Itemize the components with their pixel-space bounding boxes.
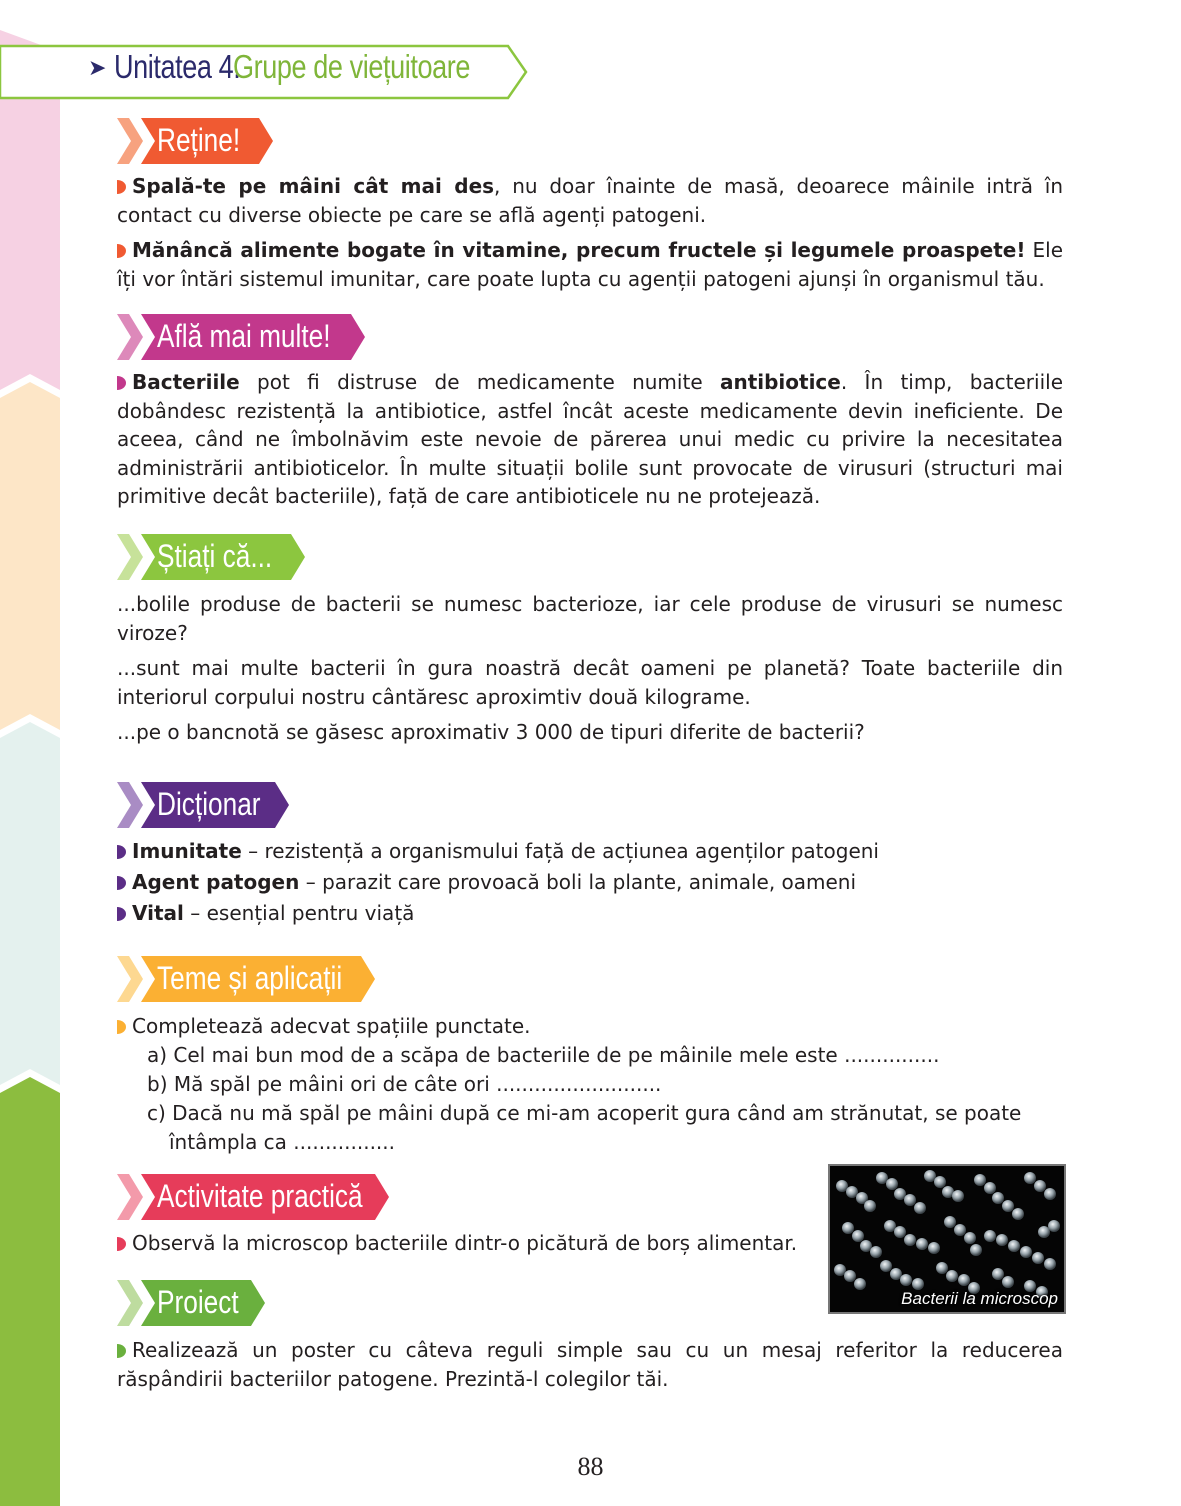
term: Imunitate xyxy=(132,839,242,863)
bacteria-microscope-photo xyxy=(828,1164,1066,1314)
text: , nu doar înainte de masă, deoarece mâinile intră în contact cu diverse obiecte pe care se află agenți patogeni. xyxy=(117,174,1063,227)
list-item xyxy=(117,898,1063,929)
exercise-c-continued: întâmpla ca ................ xyxy=(169,1130,396,1154)
list-item xyxy=(117,836,1063,867)
unit-name: Grupe de viețuitoare xyxy=(232,48,470,85)
paragraph xyxy=(117,1012,1063,1041)
bold-text: Spală-te pe mâini cât mai des xyxy=(132,174,495,198)
bullet-icon xyxy=(117,1020,126,1034)
tag-afla xyxy=(117,314,369,360)
paragraph xyxy=(117,368,1063,511)
section-dictionar-text xyxy=(117,836,1063,929)
text: Completează adecvat spațiile punctate. xyxy=(132,1014,531,1038)
photo-caption: Bacterii la microscop xyxy=(901,1289,1058,1308)
bullet-icon xyxy=(117,244,126,258)
term: Agent patogen xyxy=(132,870,300,894)
tag-activitate xyxy=(117,1174,393,1220)
paragraph: ...pe o bancnotă se găsesc aproximativ 3 000 de tipuri diferite de bacterii? xyxy=(117,720,865,744)
tag-activitate-title: Activitate practică xyxy=(157,1178,363,1214)
arrow-icon: ➤ xyxy=(88,55,106,80)
section-afla-text xyxy=(117,368,1063,511)
tag-teme xyxy=(117,956,379,1002)
list-item xyxy=(117,867,1063,898)
paragraph: ...sunt mai multe bacterii în gura noastră decât oameni pe planetă? Toate bacteriile din interiorul corpului nostru cântăresc aproximtiv două kilograme. xyxy=(117,656,1063,709)
text: Observă la microscop bacteriile dintr-o picătură de borș alimentar. xyxy=(132,1231,798,1255)
tag-stiati-title: Știați că... xyxy=(157,538,273,574)
tag-dictionar-title: Dicționar xyxy=(157,786,261,822)
unit-label: Unitatea 4. xyxy=(113,48,241,85)
unit-header xyxy=(0,44,530,100)
section-teme-text xyxy=(117,1012,1063,1157)
tag-proiect xyxy=(117,1280,269,1326)
bold-text: antibiotice xyxy=(719,370,841,394)
tag-proiect-title: Proiect xyxy=(157,1284,239,1320)
text: pot fi distruse de medicamente numite xyxy=(239,370,720,394)
tag-teme-title: Teme și aplicații xyxy=(157,960,343,996)
section-activitate-text xyxy=(117,1229,817,1258)
bullet-icon xyxy=(117,907,126,921)
definition: – esențial pentru viață xyxy=(183,901,415,925)
bullet-icon xyxy=(117,845,126,859)
paragraph xyxy=(117,1336,1063,1393)
section-proiect-text xyxy=(117,1336,1063,1393)
exercise-a: a) Cel mai bun mod de a scăpa de bacteriile de pe mâinile mele este ............... xyxy=(147,1043,940,1067)
section-retine-text xyxy=(117,172,1063,293)
bullet-icon xyxy=(117,1237,126,1251)
bold-text: Mănâncă alimente bogate în vitamine, precum fructele și legumele proaspete! xyxy=(132,238,1026,262)
paragraph: ...bolile produse de bacterii se numesc bacterioze, iar cele produse de virusuri se numesc viroze? xyxy=(117,592,1063,645)
bullet-icon xyxy=(117,1344,126,1358)
paragraph xyxy=(117,236,1063,293)
tag-stiati xyxy=(117,534,309,580)
bullet-icon xyxy=(117,180,126,194)
section-stiati-text xyxy=(117,590,1063,747)
tag-afla-title: Află mai multe! xyxy=(157,318,331,354)
text: Realizează un poster cu câteva reguli simple sau cu un mesaj referitor la reducerea răspândirii bacteriilor patogene. Prezintă-l colegilor tăi. xyxy=(117,1338,1063,1391)
tag-retine xyxy=(117,118,277,164)
exercise-b: b) Mă spăl pe mâini ori de câte ori .......................... xyxy=(147,1072,662,1096)
exercise-c: c) Dacă nu mă spăl pe mâini după ce mi-am acoperit gura când am strănutat, se poate xyxy=(147,1101,1022,1125)
unit-title xyxy=(88,48,522,86)
bullet-icon xyxy=(117,876,126,890)
page-number: 88 xyxy=(577,1452,604,1481)
paragraph xyxy=(117,172,1063,229)
bullet-icon xyxy=(117,376,126,390)
text: . În timp, bacteriile dobândesc rezistență la antibiotice, astfel încât aceste medicamente devin ineficiente. De aceea, când ne îmbolnăvim este nevoie de părerea unui medic cu privire la necesitatea administrării antibioticelor. În multe situații bolile sunt provocate de virusuri (structuri mai primitive decât bacteriile), față de care antibioticele nu ne protejează. xyxy=(117,370,1063,508)
text: Ele îți vor întări sistemul imunitar, care poate lupta cu agenții patogeni ajunși în organismul tău. xyxy=(117,238,1063,291)
definition: – parazit care provoacă boli la plante, animale, oameni xyxy=(299,870,857,894)
tag-dictionar xyxy=(117,782,293,828)
bold-text: Bacteriile xyxy=(132,370,240,394)
tag-retine-title: Reține! xyxy=(157,122,241,158)
side-color-ribbon xyxy=(0,0,60,1506)
paragraph xyxy=(117,1229,817,1258)
definition: – rezistență a organismului față de acțiunea agenților patogeni xyxy=(241,839,879,863)
term: Vital xyxy=(132,901,184,925)
